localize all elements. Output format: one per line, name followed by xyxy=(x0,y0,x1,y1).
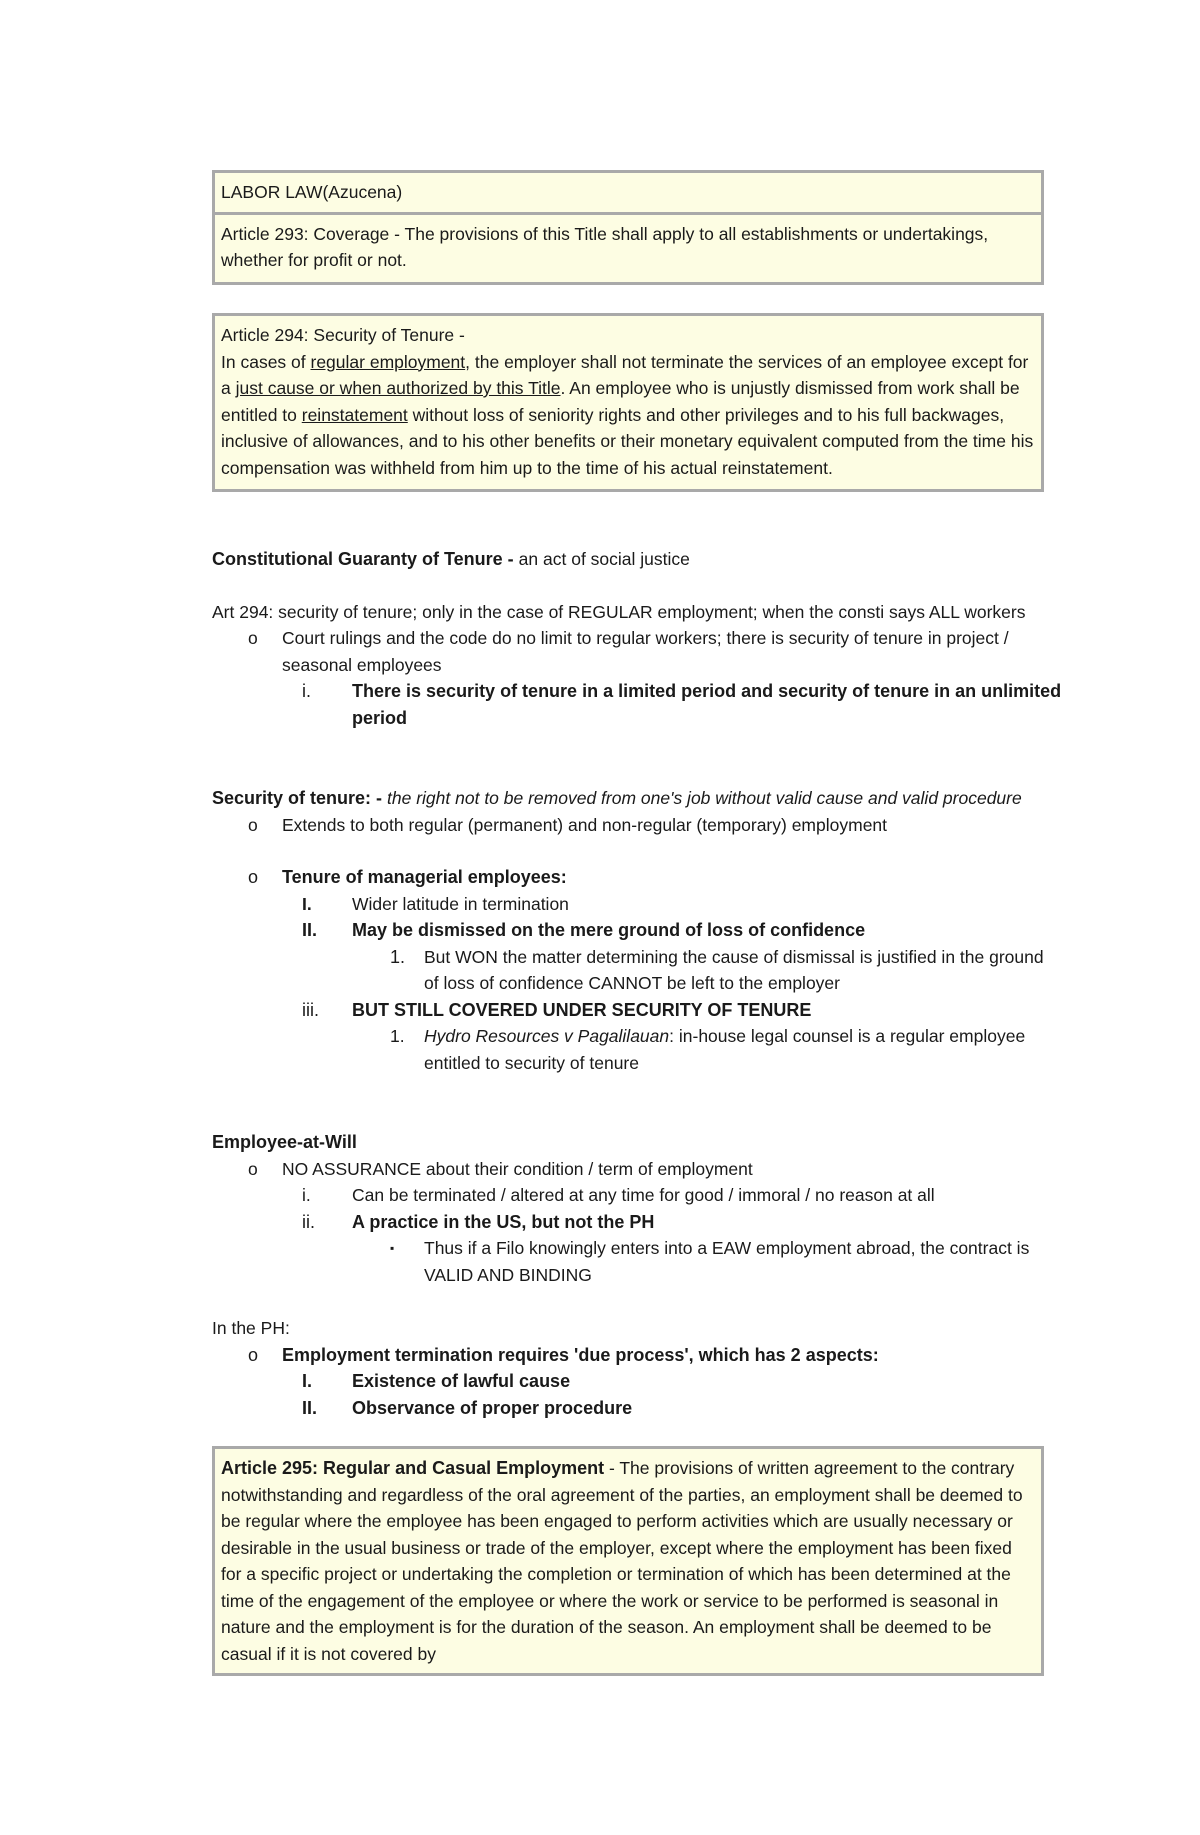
list-item: ▪ Thus if a Filo knowingly enters into a EAW employment abroad, the contract is VALID AND BINDING xyxy=(390,1238,1030,1285)
list-item: o Extends to both regular (permanent) and non-regular (temporary) employment xyxy=(248,814,888,835)
section-employee-at-will xyxy=(212,1129,1062,1288)
section-security-of-tenure xyxy=(212,785,1062,1076)
article-294-text: In cases of regular employment, the employer shall not terminate the services of an employee except for a just cause or when authorized by this Title. An employee who is unjustly dismissed from work shall be entitled to reinstatement without loss of seniority rights and other privileges and to his full backwages, inclusive of allowances, and to his other benefits or their monetary equivalent computed from the time his compensation was withheld from him up to the time of his actual reinstatement. xyxy=(221,351,1034,478)
list-item: II. May be dismissed on the mere ground of loss of confidence xyxy=(302,920,866,940)
list-item: i. Can be terminated / altered at any time for good / immoral / no reason at all xyxy=(302,1185,935,1205)
article-295-text: Article 295: Regular and Casual Employment - The provisions of written agreement to the contrary notwithstanding and regardless of the oral agreement of the parties, an employment shall be deemed to be regular where the employee has been engaged to perform activities which are usually necessary or desirable in the usual business or trade of the employer, except where the employment has been fixed for a specific project or undertaking the completion or termination of which has been determined at the time of the engagement of the employee or where the work or service to be performed is seasonal in nature and the employment is for the duration of the season. An employment shall be deemed to be casual if it is not covered by xyxy=(221,1458,1023,1664)
section-heading: Security of tenure: - the right not to be removed from one's job without valid cause and valid procedure xyxy=(212,788,1022,808)
list-item: o Employment termination requires 'due process', which has 2 aspects: xyxy=(248,1344,879,1365)
list-item: o NO ASSURANCE about their condition / term of employment xyxy=(248,1158,753,1179)
article-294-box xyxy=(212,313,1044,492)
section-heading: Constitutional Guaranty of Tenure - an act of social justice xyxy=(212,549,690,569)
box-title: LABOR LAW(Azucena) xyxy=(221,182,403,202)
article-294-title: Article 294: Security of Tenure - xyxy=(221,325,465,345)
paragraph: Art 294: security of tenure; only in the case of REGULAR employment; when the consti says ALL workers xyxy=(212,601,1026,622)
list-item: o Court rulings and the code do no limit to regular workers; there is security of tenure in project / seasonal employees xyxy=(248,628,1009,675)
list-item: iii. BUT STILL COVERED UNDER SECURITY OF TENURE xyxy=(302,999,812,1020)
list-item: II. Observance of proper procedure xyxy=(302,1397,633,1418)
list-item: I. Existence of lawful cause xyxy=(302,1371,571,1391)
section-constitutional-guaranty xyxy=(212,546,1062,731)
list-item: o Tenure of managerial employees: xyxy=(248,867,567,887)
list-item: I. Wider latitude in termination xyxy=(302,893,569,914)
article-293: Article 293: Coverage - The provisions of this Title shall apply to all establishments or undertakings, whether for profit or not. xyxy=(215,212,1041,282)
list-item: ii. A practice in the US, but not the PH xyxy=(302,1211,655,1232)
coverage-box xyxy=(212,170,1044,285)
article-295-box xyxy=(212,1446,1044,1676)
list-item: 1. Hydro Resources v Pagalilauan: in-house legal counsel is a regular employee entitled to security of tenure xyxy=(390,1026,1026,1073)
list-item: i. There is security of tenure in a limited period and security of tenure in an unlimited period xyxy=(302,681,1062,728)
list-item: 1. But WON the matter determining the cause of dismissal is justified in the ground of loss of confidence CANNOT be left to the employer xyxy=(390,946,1044,993)
section-in-the-ph xyxy=(212,1315,1062,1421)
section-heading: Employee-at-Will xyxy=(212,1132,357,1152)
section-intro: In the PH: xyxy=(212,1318,290,1338)
